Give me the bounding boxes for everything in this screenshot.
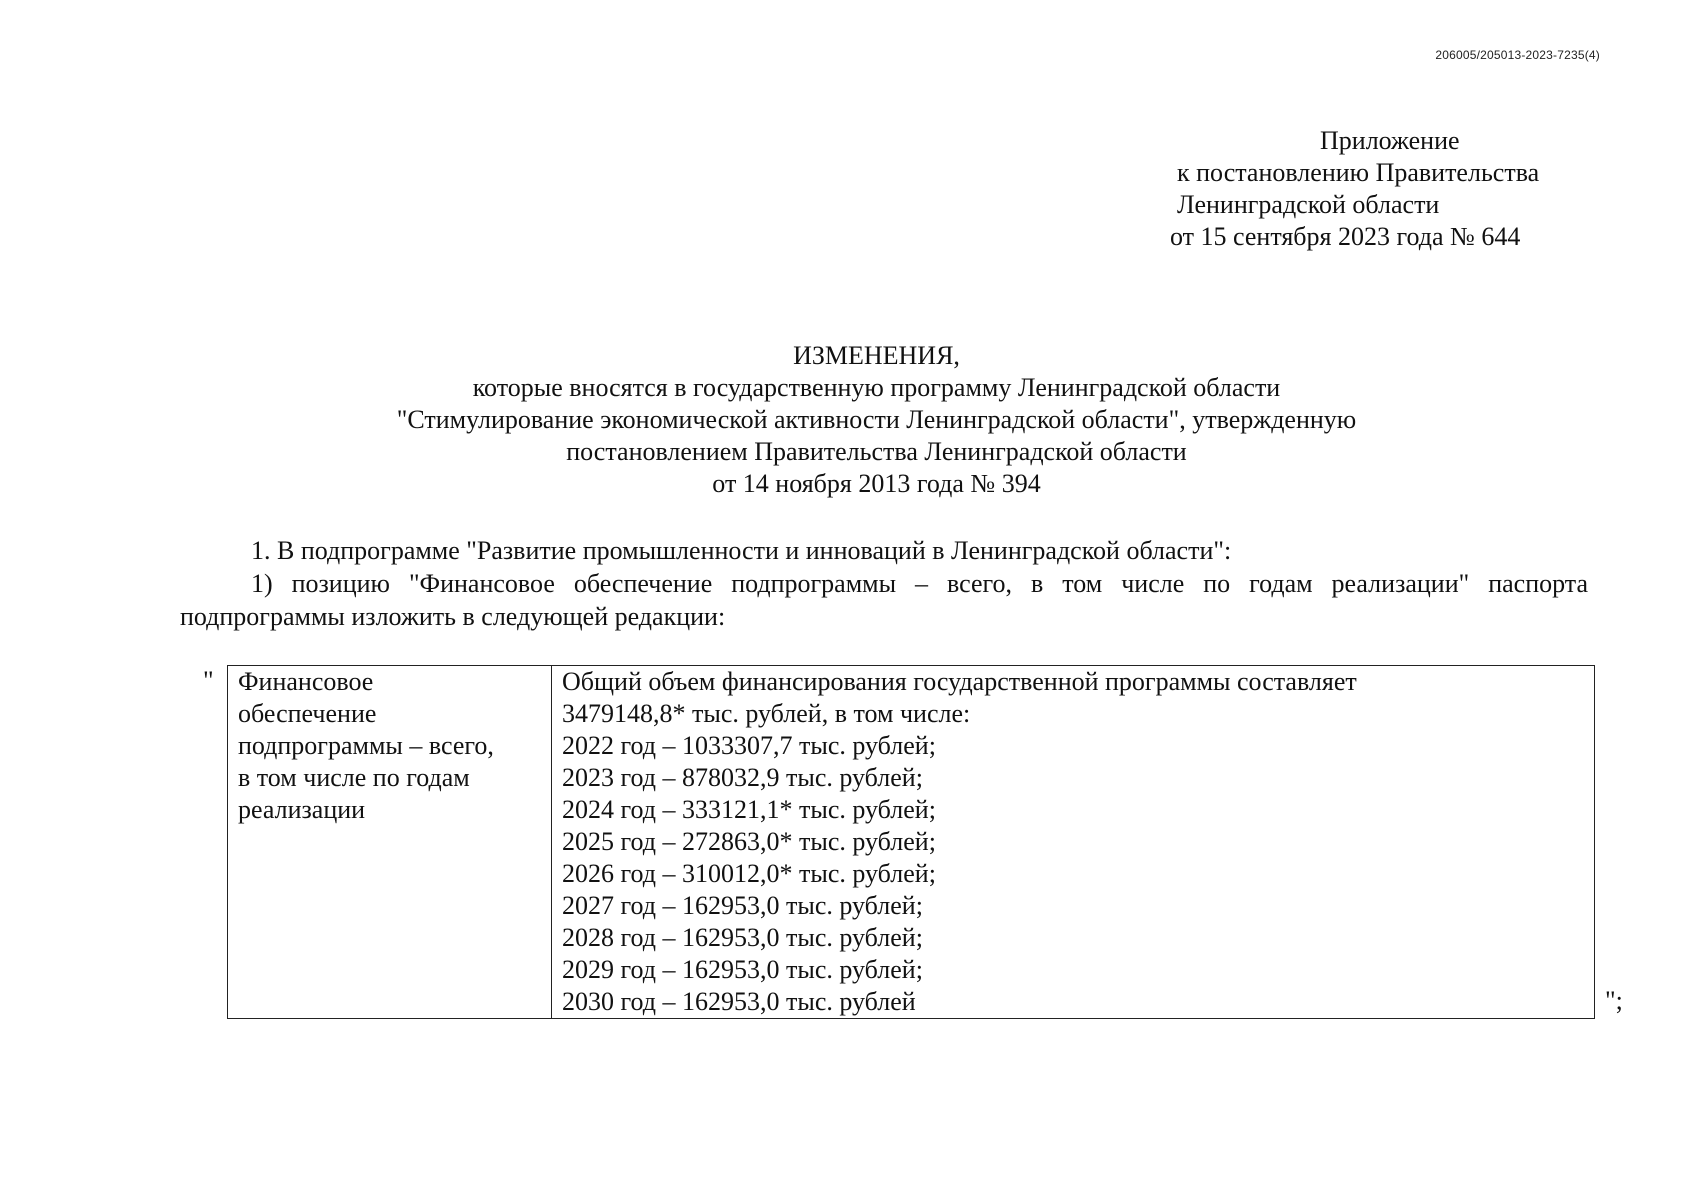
label-line: в том числе по годам (238, 763, 470, 792)
value-line: 2023 год – 878032,9 тыс. рублей; (562, 763, 923, 792)
value-line: 2025 год – 272863,0* тыс. рублей; (562, 827, 936, 856)
value-line: 3479148,8* тыс. рублей, в том числе: (562, 699, 971, 728)
financing-table (227, 665, 1595, 1019)
appendix-line: к постановлению Правительства (1177, 158, 1540, 187)
closing-quote: "; (1605, 986, 1623, 1015)
value-line: 2024 год – 333121,1* тыс. рублей; (562, 795, 936, 824)
label-line: обеспечение (238, 699, 377, 728)
title-heading: ИЗМЕНЕНИЯ, (793, 341, 960, 370)
document-title (0, 340, 1693, 500)
title-line: постановлением Правительства Ленинградской области (566, 437, 1187, 466)
appendix-line: Ленинградской области (1177, 190, 1440, 219)
appendix-title: Приложение (1320, 126, 1460, 155)
title-line: "Стимулирование экономической активности Ленинградской области", утвержденную (396, 405, 1357, 434)
label-line: реализации (238, 795, 366, 824)
table-cell-label (228, 666, 552, 1019)
value-line: 2026 год – 310012,0* тыс. рублей; (562, 859, 936, 888)
value-line: 2030 год – 162953,0 тыс. рублей (562, 987, 916, 1016)
table-row (228, 666, 1595, 1019)
title-line: от 14 ноября 2013 года № 394 (712, 469, 1041, 498)
table-cell-value (552, 666, 1595, 1019)
label-line: подпрограммы – всего, (238, 731, 494, 760)
value-line: 2029 год – 162953,0 тыс. рублей; (562, 955, 923, 984)
paragraph-3: подпрограммы изложить в следующей редакции: (180, 602, 726, 631)
value-line: 2027 год – 162953,0 тыс. рублей; (562, 891, 923, 920)
value-line: 2022 год – 1033307,7 тыс. рублей; (562, 731, 936, 760)
value-line: Общий объем финансирования государственной программы составляет (562, 667, 1357, 696)
title-line: которые вносятся в государственную программу Ленинградской области (472, 373, 1281, 402)
paragraph-1: 1. В подпрограмме "Развитие промышленности и инноваций в Ленинградской области": (251, 536, 1232, 565)
opening-quote: " (203, 666, 214, 695)
appendix-block (1170, 125, 1539, 253)
appendix-date: от 15 сентября 2023 года № 644 (1170, 222, 1521, 251)
document-id: 206005/205013-2023-7235(4) (1435, 48, 1600, 62)
value-line: 2028 год – 162953,0 тыс. рублей; (562, 923, 923, 952)
paragraph-2: 1) позицию "Финансовое обеспечение подпрограммы – всего, в том числе по годам реализации" паспорта (251, 569, 1588, 598)
label-line: Финансовое (238, 667, 374, 696)
